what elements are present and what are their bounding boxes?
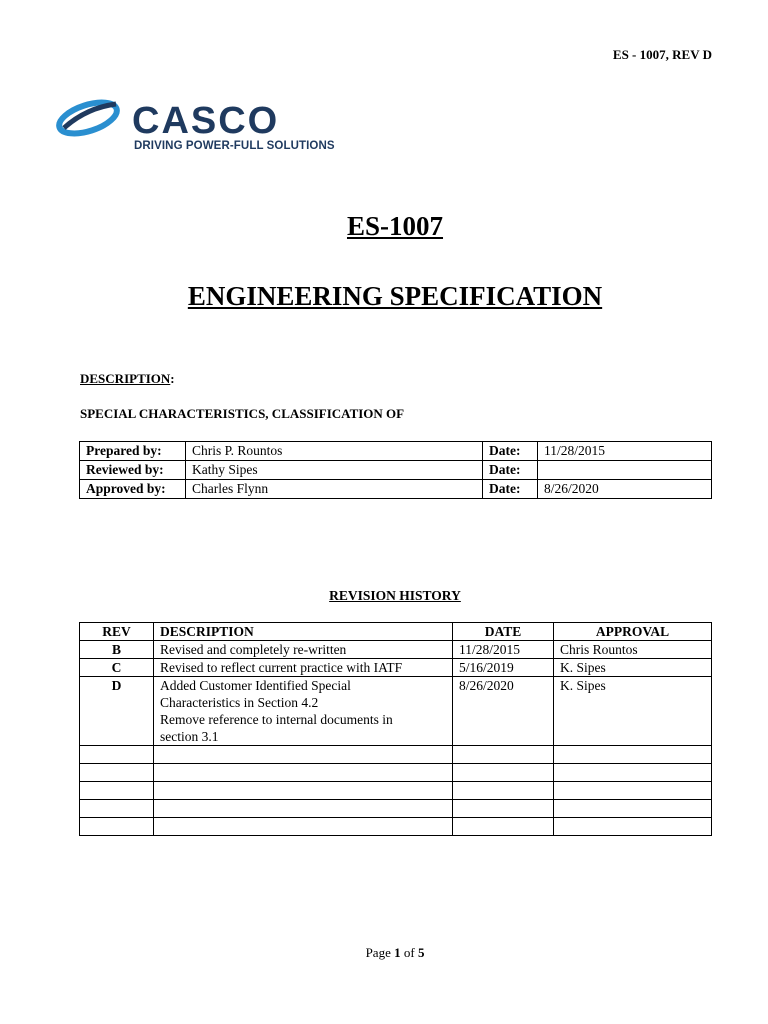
description-line <box>160 746 446 763</box>
approval-cell <box>554 800 712 818</box>
rev-cell <box>80 818 154 836</box>
page-current: 1 <box>394 945 401 960</box>
date-cell <box>453 782 554 800</box>
column-header-date: DATE <box>453 623 554 641</box>
rev-cell: C <box>80 659 154 677</box>
approval-date-label: Date: <box>483 461 538 480</box>
date-cell <box>453 746 554 764</box>
approval-date: 11/28/2015 <box>538 442 712 461</box>
rev-cell: B <box>80 641 154 659</box>
description-line: Revised and completely re-written <box>160 642 347 657</box>
description-cell <box>154 677 453 746</box>
description-cell <box>154 764 453 782</box>
column-header-rev: REV <box>80 623 154 641</box>
description-line: Characteristics in Section 4.2 <box>160 695 319 710</box>
table-header-row <box>80 623 712 641</box>
rev-cell <box>80 746 154 764</box>
table-row <box>80 782 712 800</box>
table-row <box>80 800 712 818</box>
approval-cell: K. Sipes <box>554 677 712 746</box>
document-type: ENGINEERING SPECIFICATION <box>187 281 603 311</box>
description-cell <box>154 818 453 836</box>
page-footer <box>0 945 768 961</box>
approval-cell <box>554 746 712 764</box>
casco-logo <box>56 98 346 158</box>
description-label-suffix: : <box>170 371 175 386</box>
description-line: Revised to reflect current practice with IATF <box>160 660 403 675</box>
approval-date: 8/26/2020 <box>538 480 712 499</box>
date-cell: 11/28/2015 <box>453 641 554 659</box>
table-row <box>80 641 712 659</box>
description-cell <box>154 800 453 818</box>
description-line: section 3.1 <box>160 729 219 744</box>
description-heading <box>80 371 175 387</box>
description-line <box>160 782 446 799</box>
description-cell <box>154 659 453 677</box>
document-number: ES-1007 <box>346 211 444 241</box>
date-cell: 5/16/2019 <box>453 659 554 677</box>
approval-cell <box>554 818 712 836</box>
approval-cell: K. Sipes <box>554 659 712 677</box>
approval-cell <box>554 764 712 782</box>
approval-row <box>80 461 712 480</box>
table-row <box>80 818 712 836</box>
description-label: DESCRIPTION <box>80 371 171 386</box>
table-row <box>80 764 712 782</box>
description-line <box>160 818 446 835</box>
rev-cell <box>80 764 154 782</box>
rev-cell <box>80 782 154 800</box>
approval-row <box>80 442 712 461</box>
date-cell <box>453 800 554 818</box>
casco-logo-mark <box>56 98 346 142</box>
description-line <box>160 764 446 781</box>
page-of: of <box>400 945 418 960</box>
description-text: SPECIAL CHARACTERISTICS, CLASSIFICATION OF <box>80 406 405 421</box>
description-cell <box>154 641 453 659</box>
description-cell <box>154 746 453 764</box>
date-cell <box>453 764 554 782</box>
approval-cell: Chris Rountos <box>554 641 712 659</box>
date-cell: 8/26/2020 <box>453 677 554 746</box>
approval-role: Reviewed by: <box>80 461 186 480</box>
column-header-approval: APPROVAL <box>554 623 712 641</box>
description-cell <box>154 782 453 800</box>
revision-history-heading: REVISION HISTORY <box>329 588 461 603</box>
rev-cell: D <box>80 677 154 746</box>
description-line: Remove reference to internal documents in <box>160 712 393 727</box>
revision-history-table <box>79 622 712 836</box>
approval-name: Chris P. Rountos <box>186 442 483 461</box>
approval-name: Charles Flynn <box>186 480 483 499</box>
approval-cell <box>554 782 712 800</box>
document-reference: ES - 1007, REV D <box>612 47 712 62</box>
approval-date-label: Date: <box>483 480 538 499</box>
logo-wordmark: CASCO <box>132 100 280 142</box>
description-line: Added Customer Identified Special <box>160 678 351 693</box>
logo-tagline: DRIVING POWER-FULL SOLUTIONS <box>134 140 335 152</box>
approval-role: Approved by: <box>80 480 186 499</box>
table-row <box>80 677 712 746</box>
rev-cell <box>80 800 154 818</box>
date-cell <box>453 818 554 836</box>
approval-date <box>538 461 712 480</box>
description-line <box>160 800 446 817</box>
approval-table <box>79 441 712 499</box>
approval-role: Prepared by: <box>80 442 186 461</box>
column-header-description: DESCRIPTION <box>154 623 453 641</box>
approval-name: Kathy Sipes <box>186 461 483 480</box>
table-row <box>80 659 712 677</box>
approval-row <box>80 480 712 499</box>
table-row <box>80 746 712 764</box>
page-prefix: Page <box>365 945 395 960</box>
page-total: 5 <box>417 945 425 960</box>
approval-date-label: Date: <box>483 442 538 461</box>
